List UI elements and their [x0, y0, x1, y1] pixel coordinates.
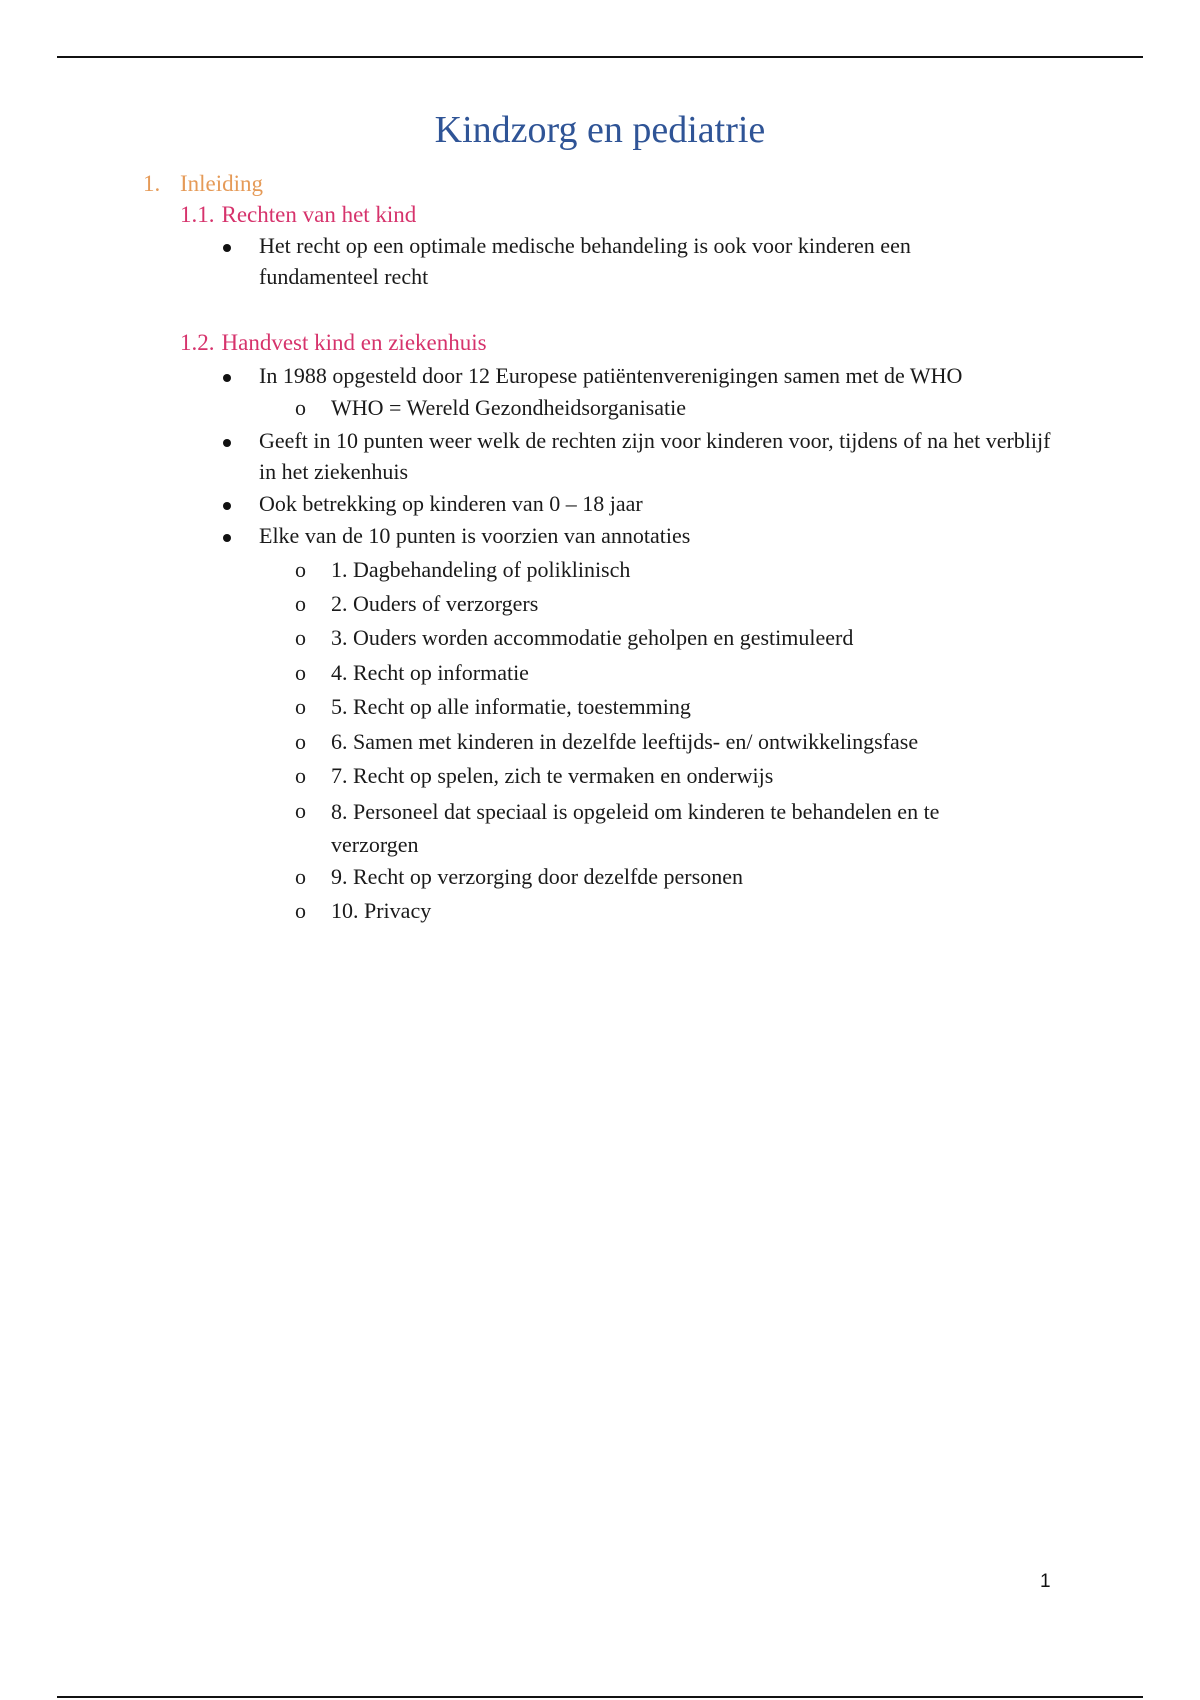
- footer-rule: [57, 1696, 1143, 1698]
- sub-list-item: 3. Ouders worden accommodatie geholpen en gestimuleerd: [331, 625, 854, 650]
- document-title: Kindzorg en pediatrie: [434, 109, 766, 151]
- sub-bullet-icon: o: [295, 625, 306, 650]
- list-item: In 1988 opgesteld door 12 Europese patiëntenverenigingen samen met de WHO: [259, 363, 963, 388]
- sub-list-item: 10. Privacy: [331, 898, 432, 923]
- sub-bullet-icon: o: [295, 694, 306, 719]
- bullet-icon: [223, 374, 231, 382]
- sub-bullet-icon: o: [295, 660, 306, 685]
- sub-bullet-icon: o: [295, 557, 306, 582]
- bullet-icon: [223, 439, 231, 447]
- sub-list-item: 7. Recht op spelen, zich te vermaken en onderwijs: [331, 763, 774, 788]
- sub-bullet-icon: o: [295, 864, 306, 889]
- bullet-icon: [223, 534, 231, 542]
- heading-number: 1.1.: [180, 202, 215, 227]
- sub-bullet-icon: o: [295, 898, 306, 923]
- header-rule: [57, 56, 1143, 58]
- sub-list-item: 1. Dagbehandeling of poliklinisch: [331, 557, 631, 582]
- bullet-icon: [223, 502, 231, 510]
- sub-list-item: WHO = Wereld Gezondheidsorganisatie: [331, 395, 686, 420]
- sub-bullet-icon: o: [295, 763, 306, 788]
- list-item: Het recht op een optimale medische behandeling is ook voor kinderen een fundamenteel recht: [259, 233, 911, 289]
- sub-list-item: 4. Recht op informatie: [331, 660, 529, 685]
- sub-bullet-icon: o: [295, 798, 306, 823]
- sub-bullet-icon: o: [295, 395, 306, 420]
- heading-label: Inleiding: [180, 171, 264, 196]
- heading-label: Handvest kind en ziekenhuis: [221, 330, 487, 355]
- heading-rechten-van-het-kind: [180, 200, 416, 230]
- heading-handvest-kind-en-ziekenhuis: [180, 328, 487, 358]
- sub-bullet-icon: o: [295, 729, 306, 754]
- sub-list-item: 6. Samen met kinderen in dezelfde leeftijds- en/ ontwikkelingsfase: [331, 729, 919, 754]
- heading-number: 1.2.: [180, 330, 215, 355]
- heading-number: 1.: [143, 171, 161, 196]
- sub-list-item: 9. Recht op verzorging door dezelfde personen: [331, 864, 743, 889]
- sub-list-item: 5. Recht op alle informatie, toestemming: [331, 694, 691, 719]
- heading-label: Rechten van het kind: [221, 202, 417, 227]
- list-item: Geeft in 10 punten weer welk de rechten zijn voor kinderen voor, tijdens of na het verblijf in het ziekenhuis: [259, 428, 1051, 484]
- page-number: 1: [1040, 1571, 1051, 1592]
- list-item: Elke van de 10 punten is voorzien van annotaties: [259, 523, 691, 548]
- sub-bullet-icon: o: [295, 591, 306, 616]
- sub-list-item: 8. Personeel dat speciaal is opgeleid om kinderen te behandelen en te verzorgen: [331, 799, 940, 857]
- sub-list-item: 2. Ouders of verzorgers: [331, 591, 539, 616]
- bullet-icon: [223, 244, 231, 252]
- list-item: Ook betrekking op kinderen van 0 – 18 jaar: [259, 491, 643, 516]
- heading-inleiding: [143, 169, 263, 199]
